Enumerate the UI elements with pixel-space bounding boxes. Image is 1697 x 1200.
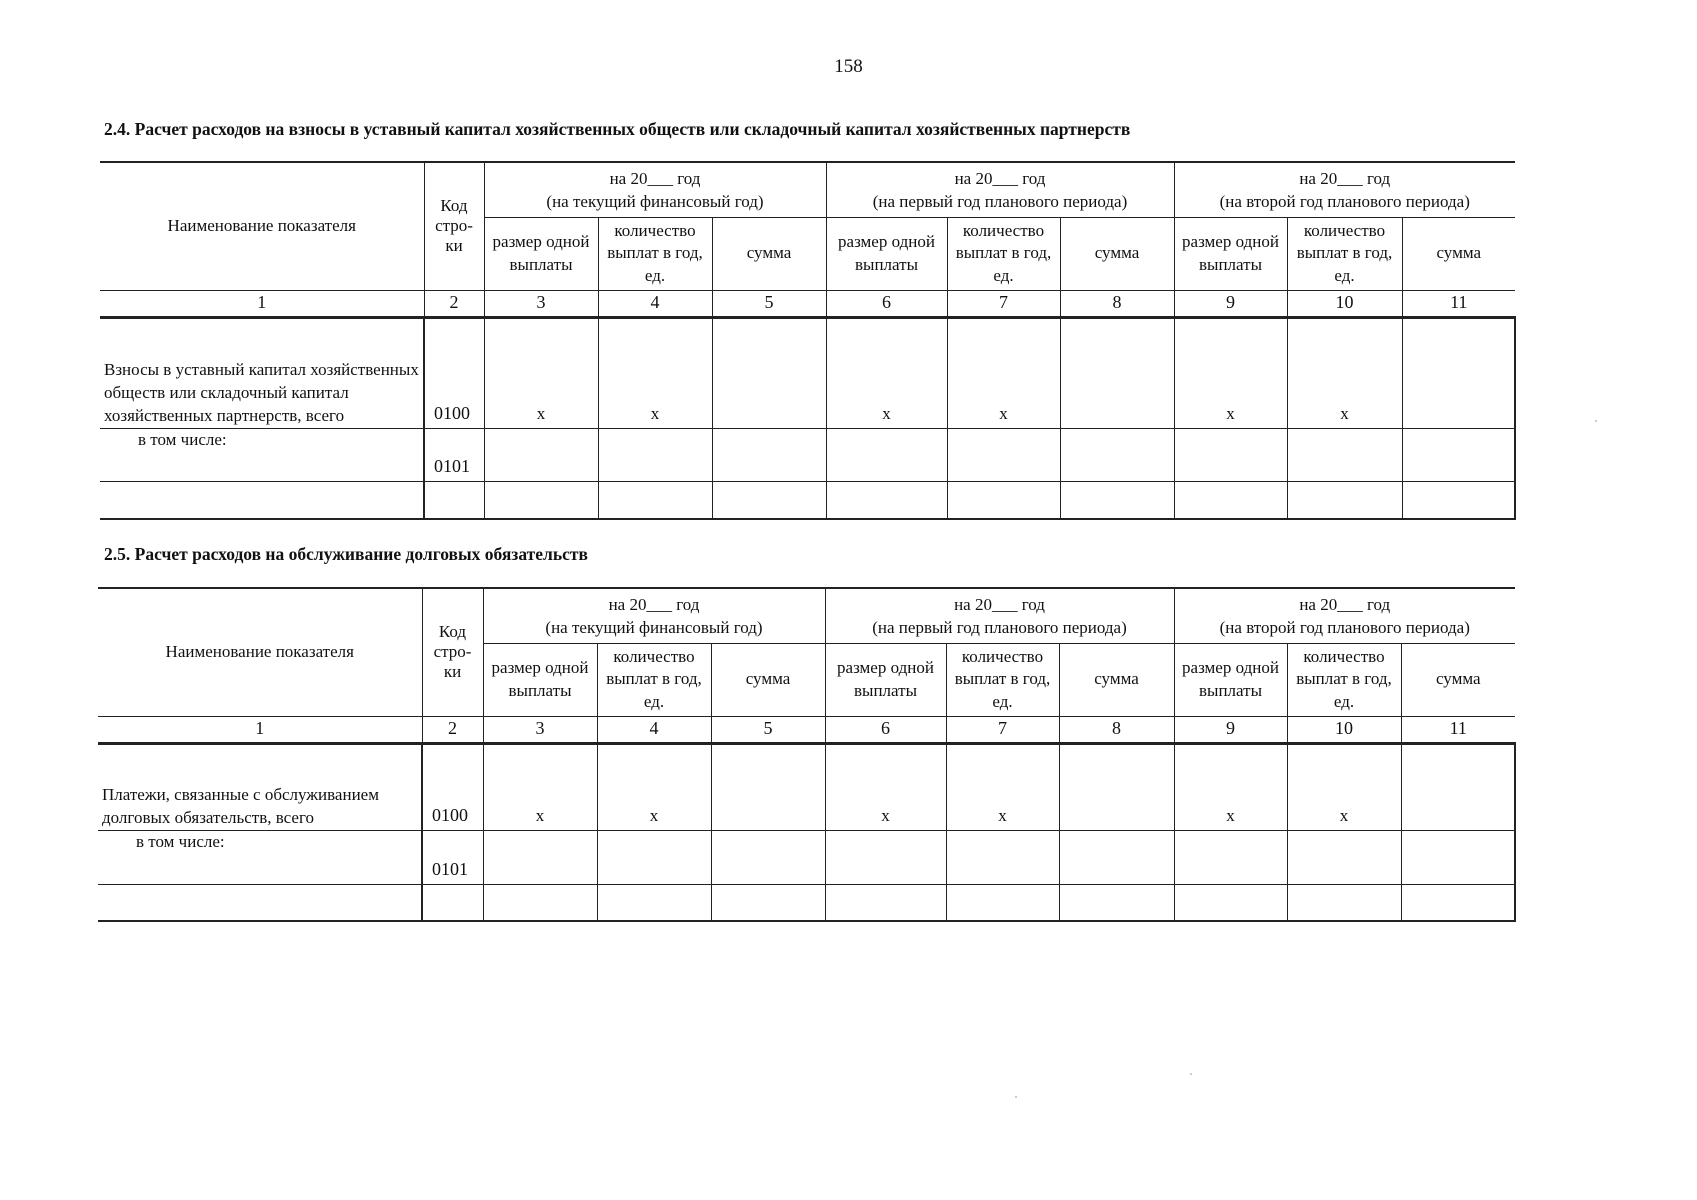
row-code (422, 884, 483, 921)
value-cell[interactable] (483, 884, 597, 921)
value-cell[interactable] (1401, 743, 1515, 830)
column-number: 4 (597, 716, 711, 743)
column-number: 5 (711, 716, 825, 743)
table-row (100, 428, 1515, 481)
header-period-3 (1174, 588, 1515, 643)
value-cell[interactable]: х (1287, 743, 1401, 830)
column-number: 6 (825, 716, 946, 743)
header-name-column: Наименование показателя (98, 588, 422, 716)
header-subcolumn: сумма (1060, 217, 1174, 290)
column-number: 9 (1174, 716, 1287, 743)
table-row (98, 884, 1515, 921)
period-year: на 20___ год (608, 594, 700, 614)
column-number: 11 (1402, 290, 1515, 317)
header-subcolumn: размер одной выплаты (483, 643, 597, 716)
column-number: 8 (1060, 290, 1174, 317)
value-cell[interactable]: х (826, 317, 947, 428)
value-cell[interactable] (597, 830, 711, 884)
row-name (98, 884, 422, 921)
value-cell[interactable] (712, 481, 826, 519)
header-row-periods (100, 162, 1515, 217)
row-code (424, 481, 484, 519)
value-cell[interactable] (711, 743, 825, 830)
header-code-column: Код стро- ки (422, 588, 483, 716)
period-description: (на второй год планового периода) (1219, 617, 1470, 637)
column-number: 7 (946, 716, 1059, 743)
value-cell[interactable] (1401, 884, 1515, 921)
value-cell[interactable] (711, 830, 825, 884)
value-cell[interactable] (946, 830, 1059, 884)
column-number: 4 (598, 290, 712, 317)
value-cell[interactable] (947, 481, 1060, 519)
period-description: (на первый год планового периода) (872, 617, 1127, 637)
value-cell[interactable] (1059, 830, 1174, 884)
value-cell[interactable]: х (598, 317, 712, 428)
column-number: 9 (1174, 290, 1287, 317)
header-subcolumn: количество выплат в год, ед. (1287, 643, 1401, 716)
header-subcolumn: количество выплат в год, ед. (598, 217, 712, 290)
period-description: (на текущий финансовый год) (545, 617, 763, 637)
column-number: 7 (947, 290, 1060, 317)
column-number: 2 (422, 716, 483, 743)
header-subcolumn: размер одной выплаты (825, 643, 946, 716)
row-name: Платежи, связанные с обслуживанием долговых обязательств, всего (98, 743, 422, 830)
value-cell[interactable] (946, 884, 1059, 921)
value-cell[interactable] (1401, 830, 1515, 884)
column-number: 1 (98, 716, 422, 743)
row-name: в том числе: (100, 428, 424, 481)
scan-speck (1595, 420, 1597, 422)
row-code: 0100 (422, 743, 483, 830)
period-year: на 20___ год (1299, 594, 1391, 614)
column-number: 6 (826, 290, 947, 317)
header-period-2 (826, 162, 1174, 217)
column-number: 5 (712, 290, 826, 317)
table-row (100, 481, 1515, 519)
period-description: (на текущий финансовый год) (546, 191, 764, 211)
value-cell[interactable] (484, 428, 598, 481)
header-row-periods (98, 588, 1515, 643)
header-subcolumn: размер одной выплаты (1174, 643, 1287, 716)
value-cell[interactable] (1402, 428, 1515, 481)
value-cell[interactable] (598, 428, 712, 481)
row-code: 0101 (424, 428, 484, 481)
column-number: 11 (1401, 716, 1515, 743)
value-cell[interactable] (1059, 743, 1174, 830)
column-number: 2 (424, 290, 484, 317)
header-subcolumn: размер одной выплаты (484, 217, 598, 290)
header-subcolumn: сумма (1059, 643, 1174, 716)
period-description: (на первый год планового периода) (872, 191, 1128, 211)
value-cell[interactable]: х (483, 743, 597, 830)
value-cell[interactable]: х (597, 743, 711, 830)
column-number: 10 (1287, 716, 1401, 743)
value-cell[interactable] (712, 428, 826, 481)
period-year: на 20___ год (954, 594, 1045, 614)
value-cell[interactable] (483, 830, 597, 884)
page-number: 158 (834, 56, 863, 77)
value-cell[interactable]: х (1174, 743, 1287, 830)
column-number: 10 (1287, 290, 1402, 317)
value-cell[interactable] (598, 481, 712, 519)
scan-speck (1190, 1073, 1192, 1075)
value-cell[interactable]: х (946, 743, 1059, 830)
header-subcolumn: сумма (1402, 217, 1515, 290)
section-title-2-5: 2.5. Расчет расходов на обслуживание долговых обязательств (104, 544, 588, 564)
value-cell[interactable]: х (1174, 317, 1287, 428)
value-cell[interactable] (826, 428, 947, 481)
header-subcolumn: количество выплат в год, ед. (597, 643, 711, 716)
value-cell[interactable] (1174, 428, 1287, 481)
value-cell[interactable] (1174, 481, 1287, 519)
header-row-numbers (98, 716, 1515, 743)
table-row (100, 317, 1515, 428)
header-name-column: Наименование показателя (100, 162, 424, 290)
header-subcolumn: сумма (712, 217, 826, 290)
header-subcolumn: сумма (711, 643, 825, 716)
header-subcolumn: размер одной выплаты (826, 217, 947, 290)
value-cell[interactable] (1174, 884, 1287, 921)
value-cell[interactable] (825, 830, 946, 884)
column-number: 8 (1059, 716, 1174, 743)
header-subcolumn: количество выплат в год, ед. (946, 643, 1059, 716)
header-subcolumn: количество выплат в год, ед. (1287, 217, 1402, 290)
row-name (100, 481, 424, 519)
value-cell[interactable] (1287, 428, 1402, 481)
period-year: на 20___ год (609, 168, 701, 188)
row-name: в том числе: (98, 830, 422, 884)
header-subcolumn: сумма (1401, 643, 1515, 716)
value-cell[interactable] (1402, 481, 1515, 519)
column-number: 3 (484, 290, 598, 317)
value-cell[interactable]: х (484, 317, 598, 428)
value-cell[interactable] (1287, 830, 1401, 884)
table-contributions (100, 161, 1516, 520)
value-cell[interactable] (1402, 317, 1515, 428)
table-row (98, 743, 1515, 830)
table-debt-service (98, 587, 1516, 922)
value-cell[interactable] (484, 481, 598, 519)
value-cell[interactable] (1060, 317, 1174, 428)
scan-speck (1015, 1096, 1017, 1098)
value-cell[interactable] (1060, 428, 1174, 481)
section-title-2-4: 2.4. Расчет расходов на взносы в уставный капитал хозяйственных обществ или складочный капитал хозяйственных партнерств (104, 119, 1131, 139)
header-code-column: Код стро- ки (424, 162, 484, 290)
header-subcolumn: количество выплат в год, ед. (947, 217, 1060, 290)
column-number: 3 (483, 716, 597, 743)
value-cell[interactable] (1287, 481, 1402, 519)
row-code: 0101 (422, 830, 483, 884)
period-year: на 20___ год (1299, 168, 1391, 188)
header-period-2 (825, 588, 1174, 643)
value-cell[interactable]: х (825, 743, 946, 830)
header-period-1 (484, 162, 826, 217)
value-cell[interactable] (1060, 481, 1174, 519)
value-cell[interactable] (1059, 884, 1174, 921)
header-period-3 (1174, 162, 1515, 217)
table-row (98, 830, 1515, 884)
header-period-1 (483, 588, 825, 643)
value-cell[interactable] (1174, 830, 1287, 884)
row-name: Взносы в уставный капитал хозяйственных обществ или складочный капитал хозяйственных партнерств, всего (100, 317, 424, 428)
value-cell[interactable] (947, 428, 1060, 481)
row-code: 0100 (424, 317, 484, 428)
header-row-numbers (100, 290, 1515, 317)
column-number: 1 (100, 290, 424, 317)
period-description: (на второй год планового периода) (1219, 191, 1470, 211)
value-cell[interactable] (711, 884, 825, 921)
value-cell[interactable]: х (1287, 317, 1402, 428)
value-cell[interactable] (826, 481, 947, 519)
value-cell[interactable]: х (947, 317, 1060, 428)
period-year: на 20___ год (954, 168, 1046, 188)
header-subcolumn: размер одной выплаты (1174, 217, 1287, 290)
value-cell[interactable] (825, 884, 946, 921)
value-cell[interactable] (597, 884, 711, 921)
value-cell[interactable] (1287, 884, 1401, 921)
value-cell[interactable] (712, 317, 826, 428)
